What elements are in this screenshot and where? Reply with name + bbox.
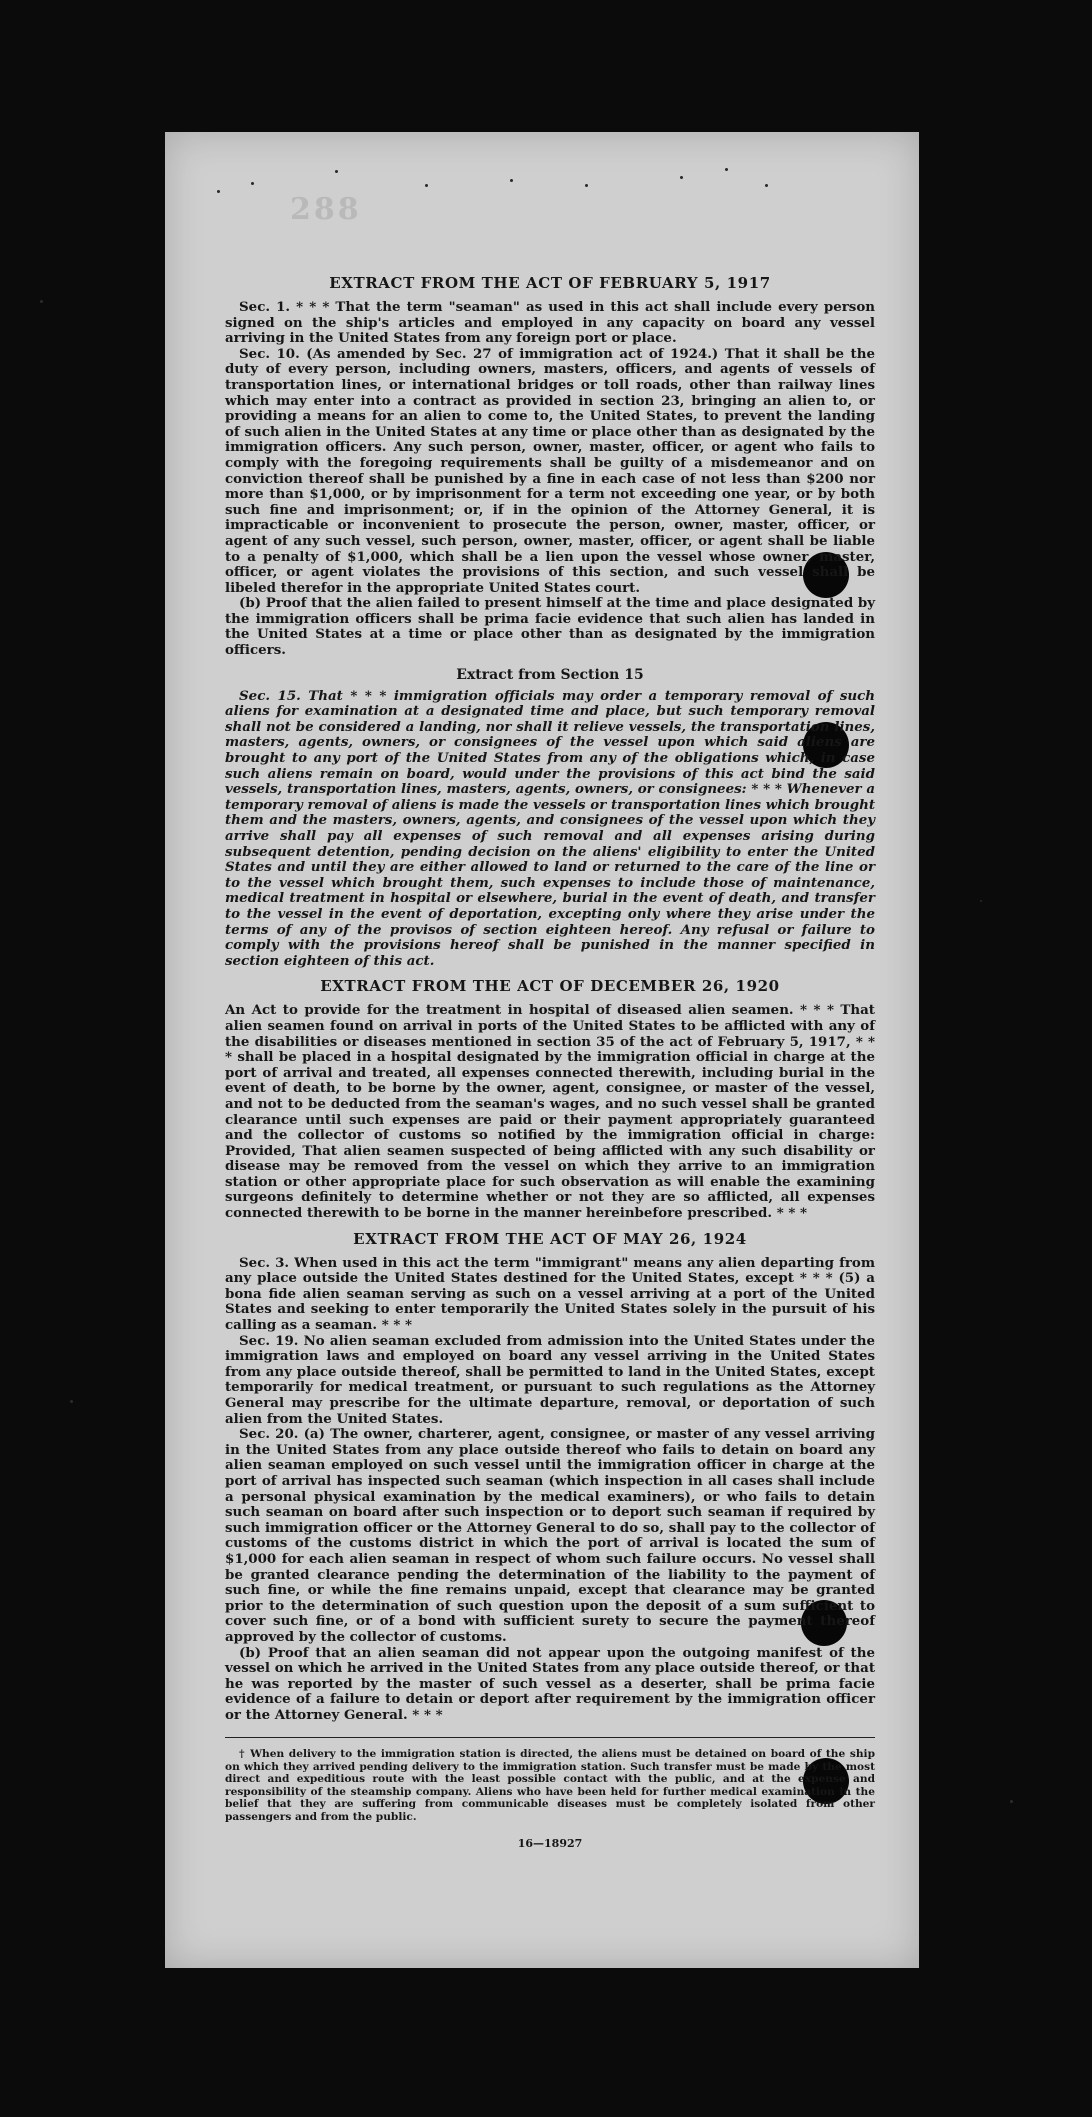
section-heading: EXTRACT FROM THE ACT OF DECEMBER 26, 1920 [320,977,780,996]
ink-dot [335,170,338,173]
section-heading: EXTRACT FROM THE ACT OF FEBRUARY 5, 1917 [329,274,771,292]
ink-dot [425,184,428,187]
section-extract-15 [225,667,875,970]
section-act-1920 [225,977,875,1221]
ink-dot [510,179,513,182]
document-body [225,274,875,1850]
section-heading: EXTRACT FROM THE ACT OF MAY 26, 1924 [353,1229,747,1248]
scan-speck [70,1400,73,1403]
ink-dot [680,176,683,179]
paragraph-act-1920: An Act to provide for the treatment in hospital of diseased alien seamen. * * * That alien seamen found on arrival in ports of the United States to be afflicted with any of the disabilities or diseases mentioned in section 35 of the act of February 5, 1917, * * * shall be placed in a hospital designated by the immigration official in charge at the port of arrival and treated, all expenses connected therewith, including burial in the event of death, to be borne by the owner, agent, consignee, or master of the vessel, and not to be deducted from the seaman's wages, and no such vessel shall be granted clearance until such expenses are paid or their payment appropriately guaranteed and the collector of customs so notified by the immigration official in charge: Provided, That alien seamen suspected of being afflicted with any such disability or disease may be removed from the vessel on which they arrive to an immigration station or other appropriate place for such observation as will enable the examining surgeons definitely to determine whether or not they are so afflicted, all expenses connected therewith to be borne in the manner hereinbefore prescribed. * * * [225,1002,875,1222]
paragraph-sec-20-b: (b) Proof that an alien seaman did not appear upon the outgoing manifest of the vessel on which he arrived in the United States from any place outside thereof, or that he was reported by the master of such vessel as a deserter, shall be prima facie evidence of a failure to detain or deport after requirement by the immigration officer or the Attorney General. * * * [225,1644,875,1723]
scan-speck [980,900,982,902]
paragraph-sec-15: Sec. 15. That * * * immigration officials may order a temporary removal of such aliens for examination at a designated time and place, but such temporary removal shall not be considered a landing, nor shall it relieve vessels, the transportation lines, masters, agents, owners, or consignees of the vessel upon which said aliens are brought to any port of the United States from any of the obligations which, in case such aliens remain on board, would under the provisions of this act bind the said vessels, transportation lines, masters, agents, owners, or consignees: * * * Whenever a temporary removal of aliens is made the vessels or transportation lines which brought them and the masters, owners, agents, and consignees of the vessel upon which they arrive shall pay all expenses of such removal and all expenses arising during subsequent detention, pending decision on the aliens' eligibility to enter the United States and until they are either allowed to land or returned to the care of the line or to the vessel which brought them, such expenses to include those of maintenance, medical treatment in hospital or elsewhere, burial in the event of death, and transfer to the vessel in the event of deportation, excepting only where they arise under the terms of any of the provisos of section eighteen hereof. Any refusal or failure to comply with the provisions hereof shall be punished in the manner specified in section eighteen of this act. [225,687,875,969]
section-act-1924 [225,1230,875,1724]
scan-speck [40,300,43,303]
section-subheading: Extract from Section 15 [456,666,644,683]
paragraph-sec-20-a: Sec. 20. (a) The owner, charterer, agent, consignee, or master of any vessel arriving in the United States from any place outside thereof who fails to detain on board any alien seaman employed on such vessel until the immigration officer in charge at the port of arrival has inspected such seaman (which inspection in all cases shall include a personal physical examination by the medical examiners), or who fails to detain such seaman on board after such inspection or to deport such seaman if required by such immigration officer or the Attorney General to do so, shall pay to the collector of customs of the customs district in which the port of arrival is located the sum of $1,000 for each alien seaman in respect of whom such failure occurs. No vessel shall be granted clearance pending the determination of the liability to the payment of such fine, or while the fine remains unpaid, except that clearance may be granted prior to the determination of such question upon the deposit of a sum sufficient to cover such fine, or of a bond with sufficient surety to secure the payment thereof approved by the collector of customs. [225,1426,875,1645]
ink-dot [251,182,254,185]
footnote-divider [225,1737,875,1738]
ink-dot [765,184,768,187]
paragraph-sec-10-b: (b) Proof that the alien failed to present himself at the time and place designated by the immigration officers shall be prima facie evidence that such alien has landed in the United States at a time or place other than as designated by the immigration officers. [225,595,875,659]
ink-dot [585,184,588,187]
ink-dot [217,190,220,193]
page-number: 16—18927 [517,1836,583,1850]
faded-stamp-number: 288 [290,192,362,227]
footnote: † When delivery to the immigration station is directed, the aliens must be detained on board of the ship on which they arrived pending delivery to the immigration station. Such transfer must be made by the most direct and expeditious route with the least possible contact with the public, and at the expense and responsibility of the steamship company. Aliens who have been held for further medical examination in the belief that they are suffering from communicable diseases must be completely isolated from other passengers and from the public. [225,1748,875,1823]
paragraph-sec-1: Sec. 1. * * * That the term "seaman" as used in this act shall include every person signed on the ship's articles and employed in any capacity on board any vessel arriving in the United States from any foreign port or place. [225,299,875,347]
paragraph-sec-3: Sec. 3. When used in this act the term "immigrant" means any alien departing from any place outside the United States destined for the United States, except * * * (5) a bona fide alien seaman serving as such on a vessel arriving at a port of the United States and seeking to enter temporarily the United States solely in the pursuit of his calling as a seaman. * * * [225,1254,875,1334]
paragraph-sec-10: Sec. 10. (As amended by Sec. 27 of immigration act of 1924.) That it shall be the duty of every person, including owners, masters, officers, and agents of vessels of transportation lines, or international bridges or toll roads, other than railway lines which may enter into a contract as provided in section 23, bringing an alien to, or providing a means for an alien to come to, the United States, to prevent the landing of such alien in the United States at any time or place other than as designated by the immigration officers. Any such person, owner, master, officer, or agent who fails to comply with the foregoing requirements shall be guilty of a misdemeanor and on conviction thereof shall be punished by a fine in each case of not less than $200 nor more than $1,000, or by imprisonment for a term not exceeding one year, or by both such fine and imprisonment; or, if in the opinion of the Attorney General, it is impracticable or inconvenient to prosecute the person, owner, master, officer, or agent of any such vessel, such person, owner, master, officer, or agent shall be liable to a penalty of $1,000, which shall be a lien upon the vessel whose owner, master, officer, or agent violates the provisions of this section, and such vessel shall be libeled therefor in the appropriate United States court. [225,345,875,596]
document-page [165,132,919,1968]
paragraph-sec-19: Sec. 19. No alien seaman excluded from admission into the United States under the immigration laws and employed on board any vessel arriving in the United States from any place outside thereof, shall be permitted to land in the United States, except temporarily for medical treatment, or pursuant to such regulations as the Attorney General may prescribe for the ultimate departure, removal, or deportation of such alien from the United States. [225,1332,875,1427]
scan-speck [1010,1800,1013,1803]
ink-dot [725,168,728,171]
section-act-1917 [225,274,875,659]
